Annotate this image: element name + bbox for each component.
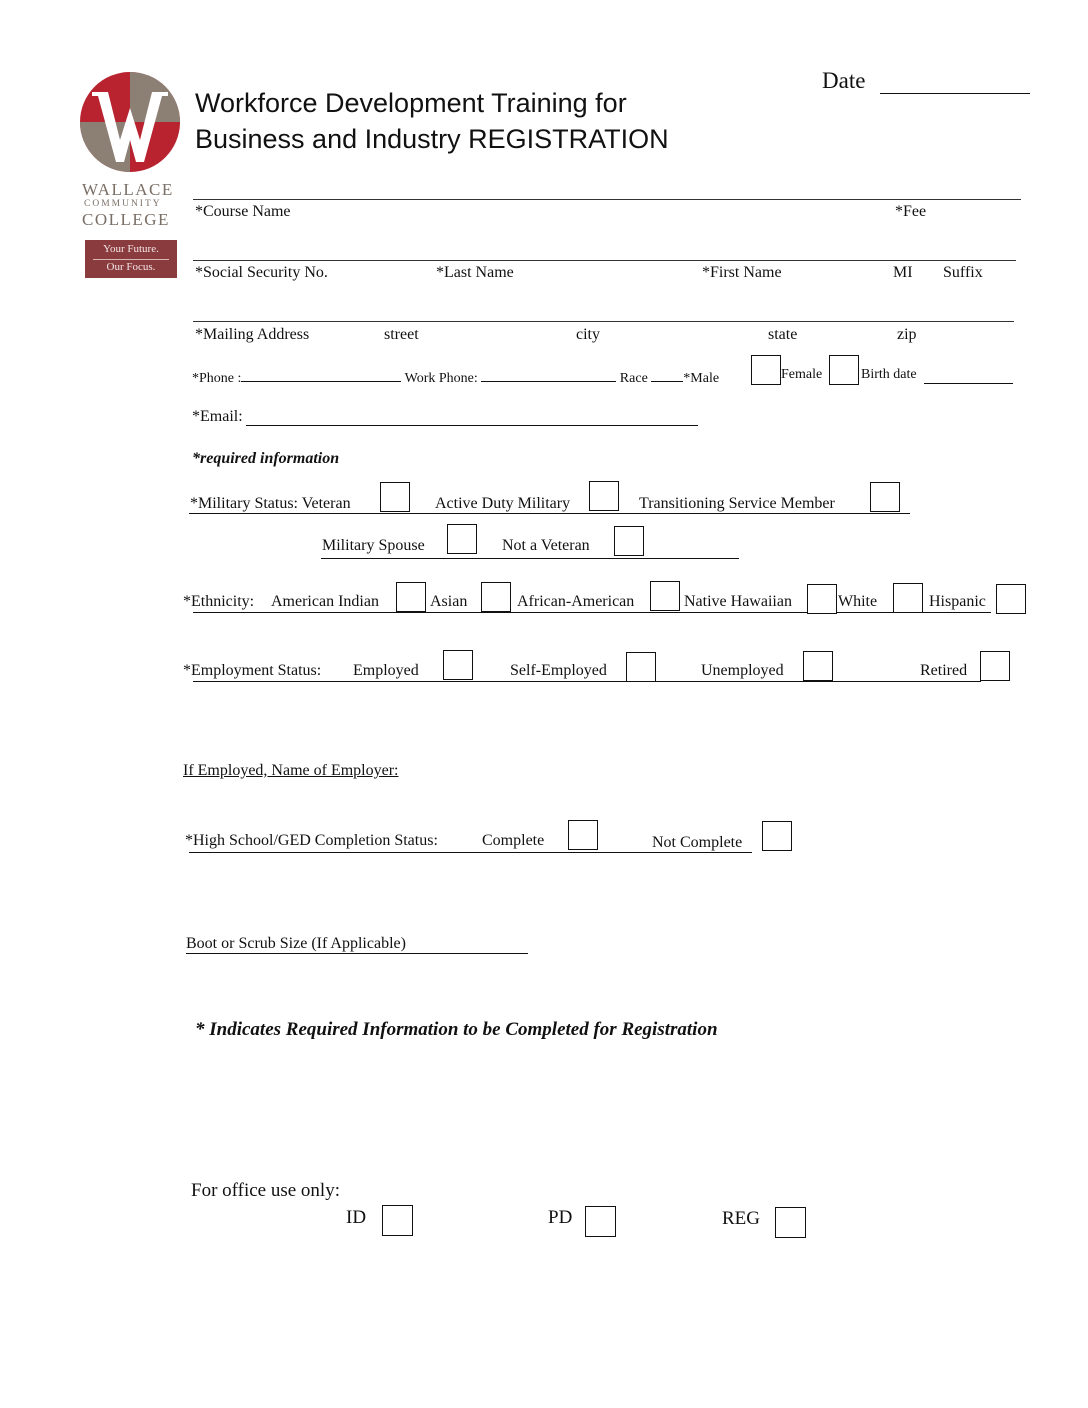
logo-name-line2: COMMUNITY (84, 199, 162, 209)
american-indian-label: American Indian (271, 593, 379, 610)
native-hawaiian-label: Native Hawaiian (684, 593, 792, 610)
native-hawaiian-checkbox[interactable] (807, 584, 837, 614)
veteran-checkbox[interactable] (380, 482, 410, 512)
race-field[interactable] (651, 367, 683, 382)
w-seal-icon (78, 70, 182, 174)
form-title-line2: Business and Industry REGISTRATION (195, 124, 669, 154)
retired-checkbox[interactable] (980, 651, 1010, 681)
boot-size-field[interactable] (186, 953, 528, 954)
last-name-label: *Last Name (436, 264, 514, 281)
mailing-address-label: *Mailing Address (195, 326, 310, 343)
asian-checkbox[interactable] (481, 582, 511, 612)
transitioning-label: Transitioning Service Member (639, 495, 835, 512)
white-checkbox[interactable] (893, 583, 923, 613)
not-veteran-checkbox[interactable] (614, 526, 644, 556)
active-duty-label: Active Duty Military (435, 495, 571, 512)
not-complete-checkbox[interactable] (762, 821, 792, 851)
active-duty-checkbox[interactable] (589, 481, 619, 511)
logo-tagline-line1: Your Future. (103, 243, 159, 255)
military-status-label: *Military Status: Veteran (190, 495, 351, 512)
african-american-label: African-American (517, 593, 635, 610)
boot-size-label: Boot or Scrub Size (If Applicable) (186, 935, 406, 952)
phone-row (192, 367, 719, 387)
ethnicity-underline (193, 612, 991, 613)
logo-tagline (85, 240, 177, 278)
employment-status-label: *Employment Status: (183, 662, 322, 679)
office-reg-label: REG (722, 1208, 760, 1229)
work-phone-field[interactable] (481, 367, 616, 382)
ssn-label: *Social Security No. (195, 264, 328, 281)
zip-label: zip (897, 326, 917, 343)
not-veteran-label: Not a Veteran (502, 537, 590, 554)
african-american-checkbox[interactable] (650, 581, 680, 611)
first-name-label: *First Name (702, 264, 782, 281)
complete-checkbox[interactable] (568, 820, 598, 850)
office-pd-label: PD (548, 1207, 573, 1228)
female-label: Female (781, 367, 823, 382)
logo-tagline-divider (93, 259, 169, 260)
employer-label: If Employed, Name of Employer: (183, 762, 399, 779)
military-underline (189, 513, 910, 514)
name-field[interactable] (193, 321, 1014, 322)
white-label: White (838, 593, 878, 610)
logo-tagline-line2: Our Focus. (106, 261, 156, 273)
female-checkbox[interactable] (829, 355, 859, 385)
asian-label: Asian (430, 593, 468, 610)
phone-label: *Phone : (192, 371, 242, 386)
suffix-label: Suffix (943, 264, 983, 281)
office-pd-checkbox[interactable] (585, 1206, 616, 1237)
office-reg-checkbox[interactable] (775, 1207, 806, 1238)
american-indian-checkbox[interactable] (396, 582, 426, 612)
race-label: Race (619, 371, 648, 386)
self-employed-label: Self-Employed (510, 662, 607, 679)
birth-date-field[interactable] (924, 383, 1013, 384)
email-field[interactable] (246, 425, 698, 426)
required-indicator-note: * Indicates Required Information to be Completed for Registration (195, 1019, 718, 1040)
required-note: *required information (192, 450, 340, 467)
male-checkbox[interactable] (751, 355, 781, 385)
course-name-field[interactable] (193, 260, 1016, 261)
high-school-underline (189, 852, 752, 853)
city-label: city (576, 326, 600, 343)
unemployed-label: Unemployed (701, 662, 784, 679)
date-label: Date (822, 68, 866, 93)
logo-name-line3: COLLEGE (82, 210, 170, 229)
transitioning-checkbox[interactable] (870, 482, 900, 512)
form-title-line1: Workforce Development Training for (195, 88, 627, 118)
complete-label: Complete (482, 832, 545, 849)
street-label: street (384, 326, 419, 343)
course-name-label: *Course Name (195, 203, 291, 220)
military-spouse-label: Military Spouse (322, 537, 425, 554)
employed-checkbox[interactable] (443, 650, 473, 680)
self-employed-checkbox[interactable] (626, 652, 656, 682)
hispanic-label: Hispanic (929, 593, 986, 610)
male-label: *Male (683, 371, 720, 386)
hispanic-checkbox[interactable] (996, 584, 1026, 614)
ethnicity-label: *Ethnicity: (183, 593, 255, 610)
military-underline-2 (321, 558, 739, 559)
employment-underline (193, 681, 981, 682)
employed-label: Employed (353, 662, 419, 679)
course-row-top-line (193, 199, 1021, 200)
office-id-checkbox[interactable] (382, 1205, 413, 1236)
retired-label: Retired (920, 662, 968, 679)
office-use-label: For office use only: (191, 1180, 340, 1201)
high-school-label: *High School/GED Completion Status: (185, 832, 438, 849)
military-spouse-checkbox[interactable] (447, 524, 477, 554)
date-field[interactable] (880, 93, 1030, 94)
unemployed-checkbox[interactable] (803, 651, 833, 681)
college-logo (78, 70, 182, 280)
phone-field[interactable] (241, 367, 401, 382)
state-label: state (768, 326, 798, 343)
birth-date-label: Birth date (861, 367, 917, 382)
logo-name-line1: WALLACE (82, 180, 174, 199)
work-phone-label: Work Phone: (404, 371, 478, 386)
not-complete-label: Not Complete (652, 834, 743, 851)
email-label: *Email: (192, 408, 243, 425)
office-id-label: ID (346, 1207, 367, 1228)
fee-label: *Fee (895, 203, 927, 220)
mi-label: MI (893, 264, 913, 281)
